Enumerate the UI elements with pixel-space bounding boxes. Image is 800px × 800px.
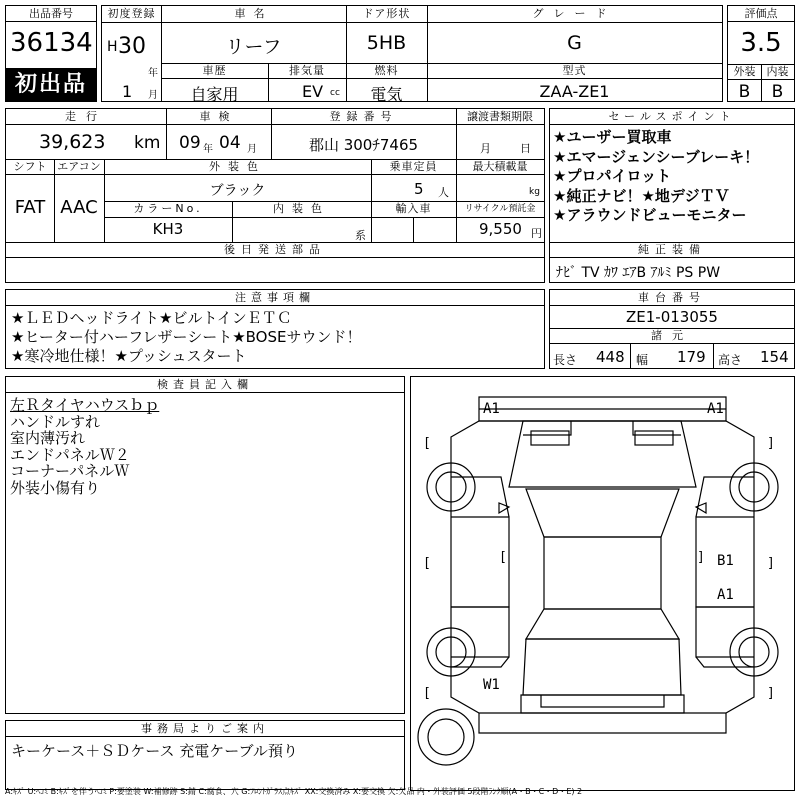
- chassis-value: ZE1-013055: [626, 308, 718, 326]
- interior-color-label: 内装色: [273, 202, 330, 215]
- damage-mark-left-rear: W1: [483, 677, 500, 693]
- fuel-value: 電気: [370, 85, 403, 104]
- lot-label: 出品番号: [6, 6, 96, 22]
- svg-text:[: [: [423, 436, 431, 451]
- lot-number: 36134: [10, 28, 93, 58]
- lot-box: [5, 5, 97, 102]
- sales-point-item: ★エマージェンシーブレーキ！: [553, 147, 760, 166]
- displacement-label: 排気量: [289, 64, 325, 77]
- car-diagram-svg: [411, 377, 794, 790]
- specs-length-label: 長さ: [553, 353, 578, 367]
- shift-label: シフト: [13, 160, 47, 173]
- interior-color-unit: 系: [355, 229, 366, 242]
- displacement-value: EV: [302, 82, 324, 101]
- sales-points-list: [553, 128, 759, 226]
- specs-height-label: 高さ: [718, 353, 743, 367]
- capacity-value: 5: [414, 180, 424, 198]
- roof: [544, 537, 661, 609]
- inspector-box: [5, 376, 405, 714]
- transfer-label: 譲渡書類期限: [467, 110, 533, 123]
- max-load-label: 最大積載量: [472, 160, 528, 173]
- first-listing-badge: 初出品: [6, 68, 96, 101]
- svg-text:]: ]: [697, 550, 705, 565]
- transfer-day-unit: 日: [520, 142, 531, 155]
- office-notes-value: キーケース＋ＳＤケース 充電ケーブル預り: [11, 742, 298, 760]
- transfer-month-unit: 月: [480, 142, 491, 155]
- model-code-value: ZAA-ZE1: [539, 82, 610, 101]
- score-int-label: 内装: [766, 65, 789, 78]
- details-box: [5, 108, 545, 283]
- capacity-unit: 人: [438, 186, 449, 199]
- aircon-value: AAC: [60, 197, 98, 218]
- caution-line: ★ヒーター付ハーフレザーシート★BOSEサウンド！: [11, 328, 362, 346]
- later-parts-label: 後日発送部品: [224, 243, 326, 256]
- history-label: 車歴: [202, 64, 227, 77]
- score-box: [727, 5, 795, 102]
- damage-legend: A:ｷｽﾞ U:ﾍｺﾐ B:ｷｽﾞを伴うﾍｺﾐ P:要塗装 W:補修跡 S:錆 C:腐食、穴 G:ﾌﾛﾝﾄｶﾞﾗｽ点ｷｽﾞ XX:交換済み X:要交換 欠:欠品 内・外装評価 5段階ﾗﾝｸ順(A・B・C・D・E) 2: [5, 787, 583, 796]
- specs-label: 諸元: [651, 329, 693, 342]
- right-rear-door: [696, 607, 754, 657]
- score-ext-label: 外装: [733, 65, 756, 78]
- caution-box: [5, 289, 545, 369]
- registration-label: 初度登録: [107, 7, 156, 20]
- color-no-label: カラーNo.: [133, 202, 203, 215]
- door-label: ドア形状: [362, 7, 411, 20]
- grade-value: G: [567, 32, 582, 54]
- specs-width-value: 179: [677, 348, 706, 366]
- genuine-equipment-value: ﾅﾋﾞ TV ｶﾜ ｴｱB ｱﾙﾐ PS PW: [556, 265, 721, 281]
- inspector-line: エンドパネルＷ２: [10, 445, 130, 464]
- specs-length-value: 448: [596, 348, 625, 366]
- svg-text:]: ]: [767, 436, 775, 451]
- inspection-month-unit: 月: [247, 144, 257, 155]
- history-value: 自家用: [190, 85, 239, 104]
- sales-point-item: ★アラウンドビューモニター: [553, 206, 747, 224]
- car-name-value: リーフ: [225, 36, 282, 58]
- model-code-label: 型式: [562, 64, 587, 77]
- inspection-month: 04: [219, 133, 241, 153]
- registration-month-unit: 月: [148, 90, 158, 101]
- office-notes-box: [5, 720, 405, 790]
- inspection-year: 09: [179, 133, 201, 153]
- header-box: [101, 5, 723, 102]
- damage-mark-front-left: A1: [483, 401, 500, 417]
- inspector-label: 検査員記入欄: [6, 377, 404, 393]
- sales-point-item: ★ユーザー買取車: [553, 128, 672, 146]
- sales-point-item: ★純正ナビ！★地デジＴＶ: [553, 186, 730, 205]
- rear-glass: [526, 609, 679, 639]
- recycle-value: 9,550: [479, 220, 522, 238]
- mileage-label: 走行: [65, 110, 107, 123]
- svg-text:[: [: [423, 686, 431, 701]
- displacement-unit: cc: [330, 88, 340, 98]
- svg-text:[: [: [423, 556, 431, 571]
- damage-mark-right-rear: A1: [717, 587, 734, 603]
- svg-text:[: [: [499, 550, 507, 565]
- exterior-color-label: 外装色: [209, 160, 266, 173]
- inspector-line: コーナーパネルＷ: [10, 462, 130, 480]
- inspector-line: 左Ｒタイヤハウスｂｐ: [10, 396, 160, 414]
- score-int-value: B: [771, 82, 784, 102]
- left-rear-door: [451, 607, 509, 657]
- door-value: 5HB: [366, 32, 407, 54]
- sales-points-box: [549, 108, 795, 283]
- import-label: 輸入車: [395, 202, 432, 215]
- grade-label: グレード: [532, 7, 617, 20]
- spare-tire: [418, 709, 474, 765]
- inspection-label: 車検: [199, 110, 238, 123]
- max-load-unit: kg: [529, 187, 540, 197]
- score-ext-value: B: [738, 82, 751, 102]
- color-no-value: KH3: [152, 220, 184, 238]
- score-label: 評価点: [728, 6, 794, 22]
- plate-label: 登録番号: [329, 110, 398, 123]
- inspection-year-unit: 年: [203, 144, 213, 155]
- fuel-label: 燃料: [374, 64, 399, 77]
- mileage-value: 39,623: [39, 131, 106, 153]
- mileage-unit: km: [134, 133, 161, 153]
- office-notes-label: 事務局よりご案内: [6, 721, 404, 737]
- damage-diagram: [410, 376, 795, 791]
- caution-label: 注意事項欄: [6, 290, 544, 306]
- inspector-lines: [10, 397, 159, 496]
- damage-mark-front-right: A1: [707, 401, 724, 417]
- chassis-box: [549, 289, 795, 369]
- registration-year-unit: 年: [148, 68, 158, 79]
- caution-line: ★寒冷地仕様！★プッシュスタート: [11, 347, 247, 365]
- inspector-line: ハンドルすれ: [10, 412, 101, 431]
- score-value: 3.5: [740, 28, 782, 58]
- sales-point-item: ★プロパイロット: [553, 167, 672, 185]
- capacity-label: 乗車定員: [389, 160, 438, 173]
- genuine-equipment-label: 純正装備: [638, 243, 706, 256]
- inspector-line: 室内薄汚れ: [10, 429, 86, 447]
- exterior-color-value: ブラック: [209, 183, 266, 199]
- specs-height-value: 154: [760, 348, 789, 366]
- caution-lines: [11, 309, 361, 366]
- aircon-label: エアコン: [57, 160, 101, 173]
- sales-points-label: セールスポイント: [550, 109, 794, 125]
- registration-era: H: [107, 39, 118, 55]
- recycle-unit: 円: [531, 227, 542, 240]
- car-name-label: 車名: [234, 7, 273, 20]
- svg-text:]: ]: [767, 686, 775, 701]
- registration-month: 1: [122, 82, 133, 101]
- svg-text:]: ]: [767, 556, 775, 571]
- inspector-line: 外装小傷有り: [10, 478, 101, 497]
- recycle-label: リサイクル預託金: [464, 204, 536, 214]
- damage-mark-right-door: B1: [717, 553, 734, 569]
- chassis-label: 車台番号: [550, 290, 794, 306]
- windshield: [526, 489, 679, 537]
- trunk: [523, 639, 681, 695]
- caution-line: ★ＬＥＤヘッドライト★ビルトインＥＴＣ: [11, 309, 292, 327]
- shift-value: FAT: [14, 197, 46, 218]
- specs-width-label: 幅: [636, 353, 649, 367]
- plate-value: 郡山 300ﾁ7465: [308, 136, 419, 154]
- rear-bumper: [521, 695, 684, 713]
- body-outline: [451, 421, 754, 713]
- registration-year: 30: [118, 34, 146, 59]
